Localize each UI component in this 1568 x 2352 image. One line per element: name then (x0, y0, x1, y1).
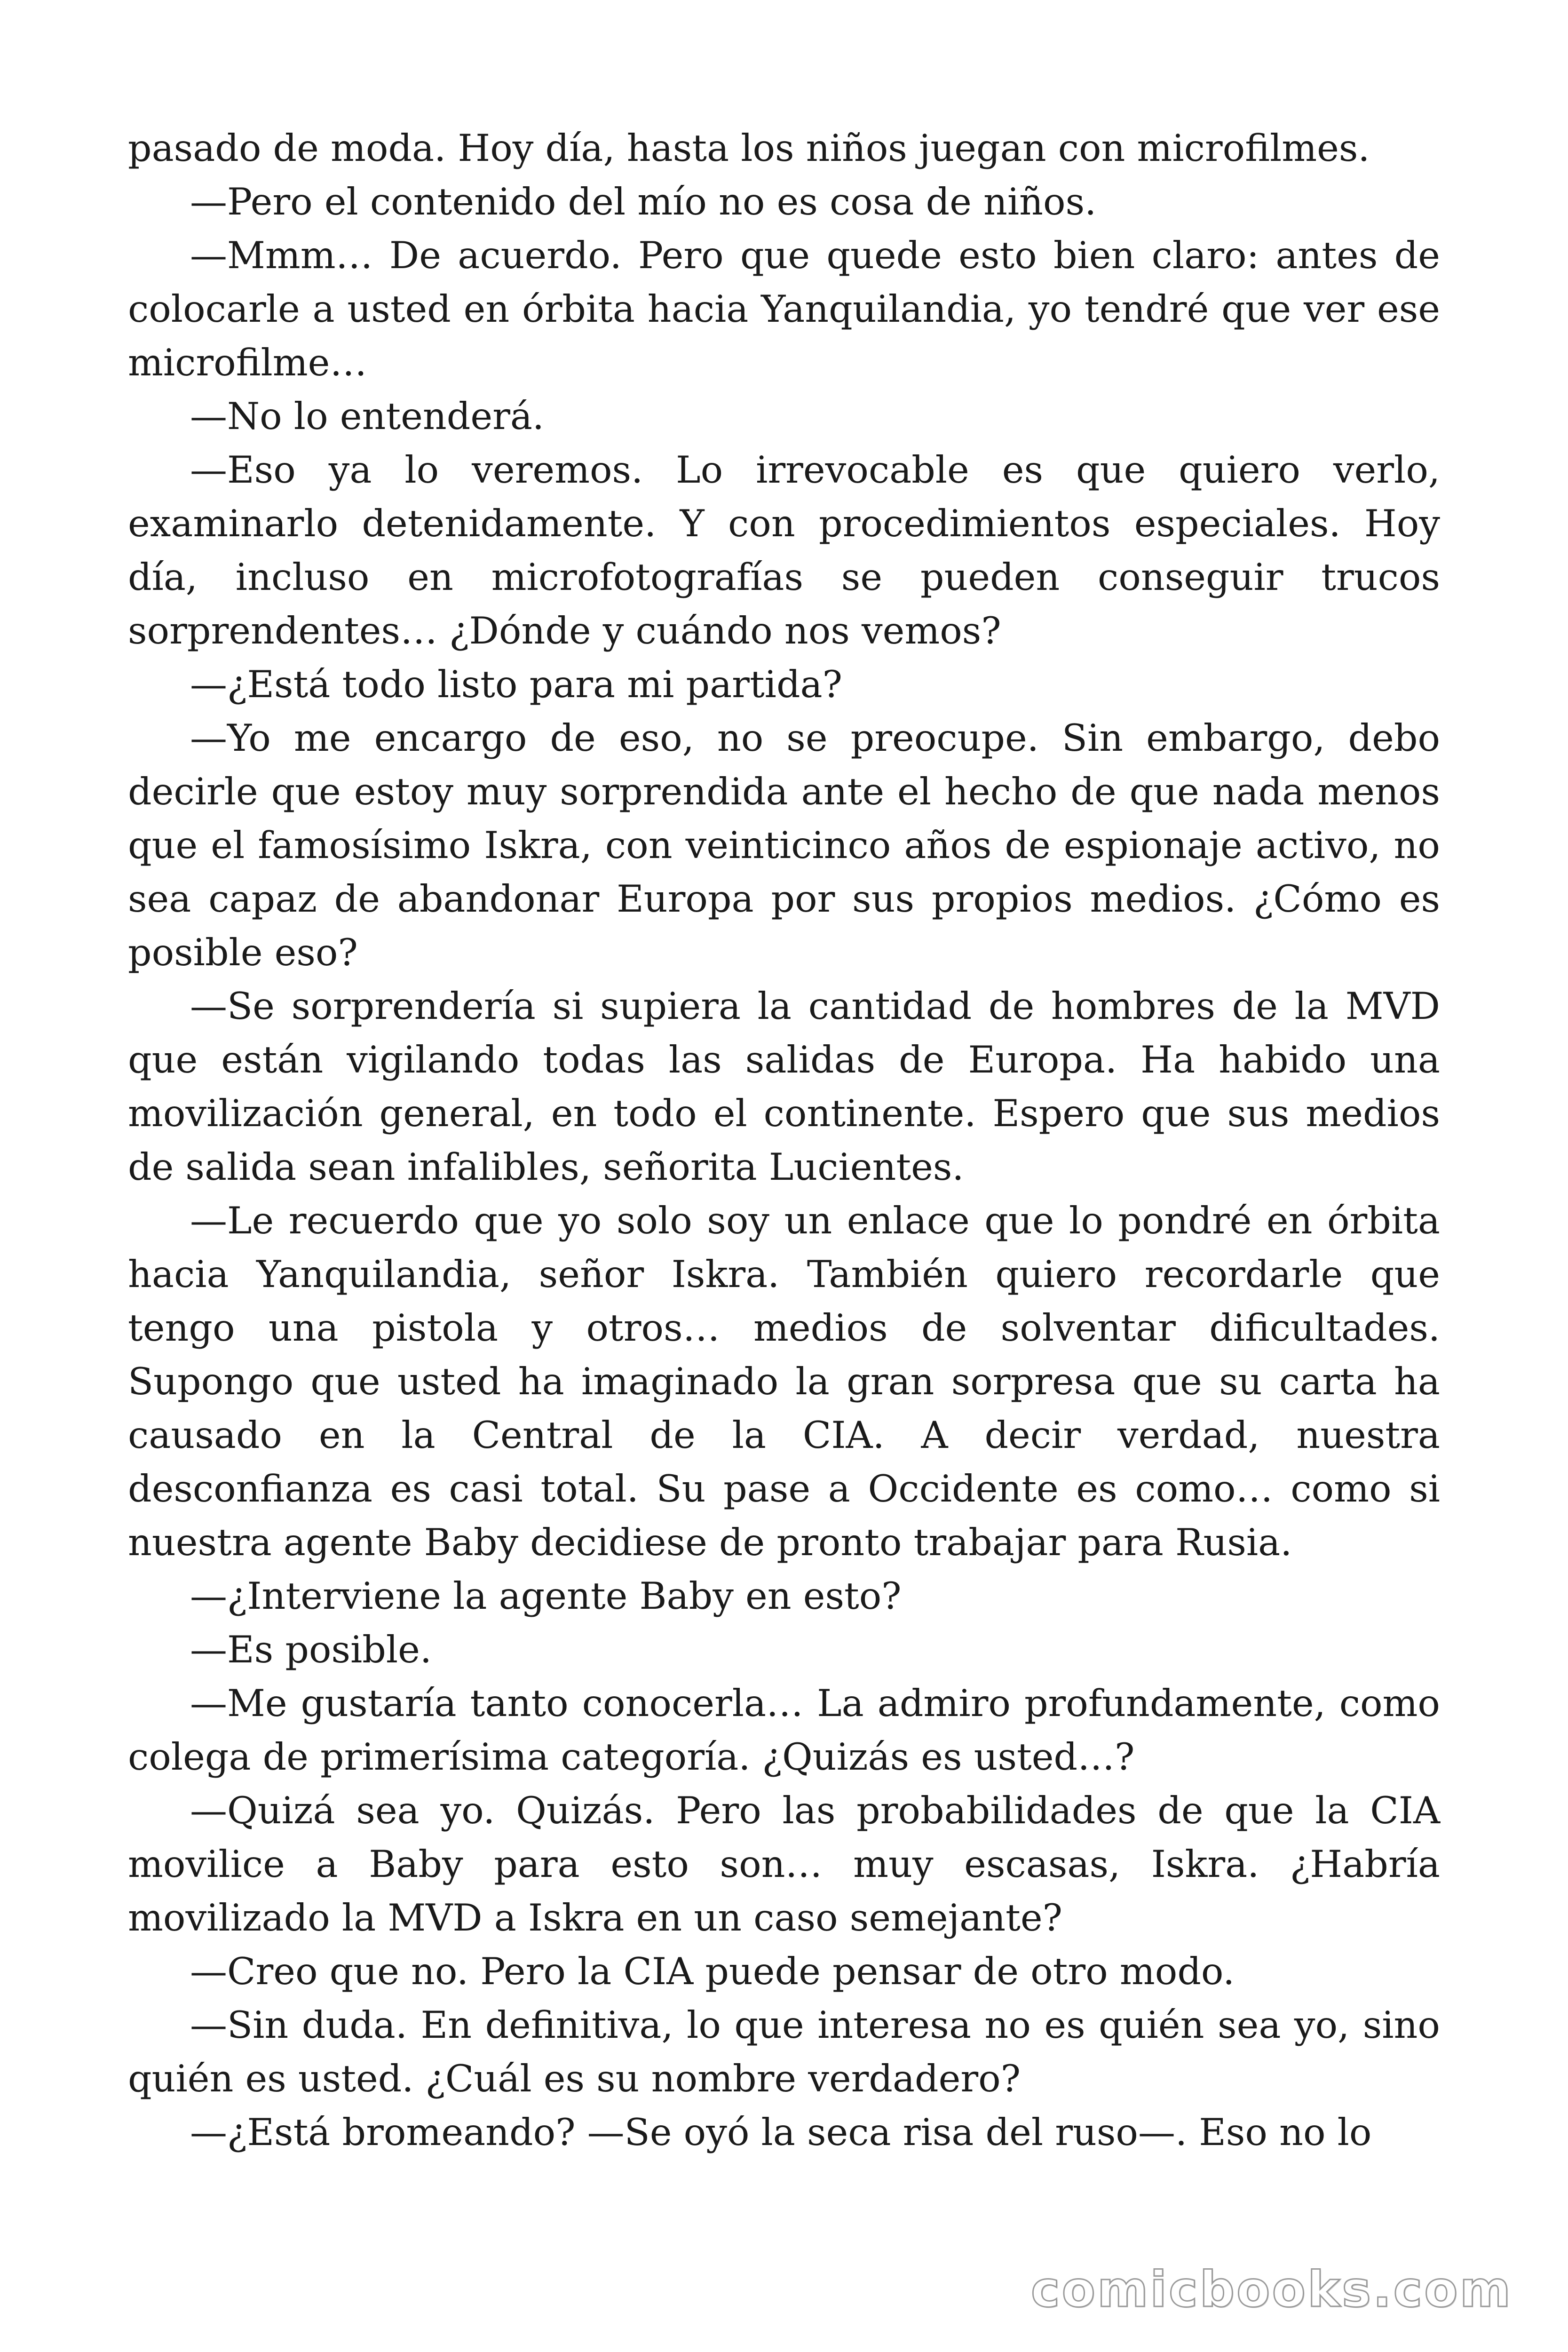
paragraph: —Sin duda. En definitiva, lo que interesa no es quién sea yo, sino quién es usted. ¿Cuál es su nombre verdadero? (128, 2003, 1440, 2100)
paragraph: —¿Interviene la agente Baby en esto? (190, 1574, 902, 1618)
paragraph: —Quizá sea yo. Quizás. Pero las probabilidades de que la CIA movilice a Baby para esto son… muy escasas, Iskra. ¿Habría movilizado la MVD a Iskra en un caso semejante? (128, 1789, 1440, 1939)
paragraph: pasado de moda. Hoy día, hasta los niños juegan con microfilmes. (128, 127, 1370, 170)
paragraph: —Yo me encargo de eso, no se preocupe. Sin embargo, debo decirle que estoy muy sorprendida ante el hecho de que nada menos que el famosísimo Iskra, con veinticinco años de espionaje activo, no sea capaz de abandonar Europa por sus propios medios. ¿Cómo es posible eso? (128, 716, 1440, 974)
paragraph: —Creo que no. Pero la CIA puede pensar de otro modo. (190, 1950, 1235, 1993)
page-text (128, 121, 1440, 2159)
paragraph: —Me gustaría tanto conocerla… La admiro profundamente, como colega de primerísima categoría. ¿Quizás es usted…? (128, 1682, 1440, 1779)
paragraph: —Se sorprendería si supiera la cantidad de hombres de la MVD que están vigilando todas las salidas de Europa. Ha habido una movilización general, en todo el continente. Espero que sus medios de salida sean infalibles, señorita Lucientes. (128, 985, 1440, 1189)
paragraph: —Pero el contenido del mío no es cosa de niños. (190, 180, 1097, 223)
paragraph: —Mmm… De acuerdo. Pero que quede esto bien claro: antes de colocarle a usted en órbita hacia Yanquilandia, yo tendré que ver ese microfilme… (128, 234, 1440, 384)
paragraph: —¿Está todo listo para mi partida? (190, 663, 842, 706)
paragraph: —No lo entenderá. (190, 395, 545, 438)
watermark: comicbooks.com (1030, 2261, 1513, 2318)
paragraph: —Le recuerdo que yo solo soy un enlace que lo pondré en órbita hacia Yanquilandia, señor Iskra. También quiero recordarle que tengo una pistola y otros… medios de solventar dificultades. Supongo que usted ha imaginado la gran sorpresa que su carta ha causado en la Central de la CIA. A decir verdad, nuestra desconfianza es casi total. Su pase a Occidente es como… como si nuestra agente Baby decidiese de pronto trabajar para Rusia. (128, 1199, 1440, 1564)
paragraph: —Es posible. (190, 1628, 432, 1671)
paragraph: —¿Está bromeando? —Se oyó la seca risa del ruso—. Eso no lo (190, 2111, 1372, 2154)
paragraph: —Eso ya lo veremos. Lo irrevocable es que quiero verlo, examinarlo detenidamente. Y con procedimientos especiales. Hoy día, incluso en microfotografías se pueden conseguir trucos sorprendentes… ¿Dónde y cuándo nos vemos? (128, 448, 1440, 652)
